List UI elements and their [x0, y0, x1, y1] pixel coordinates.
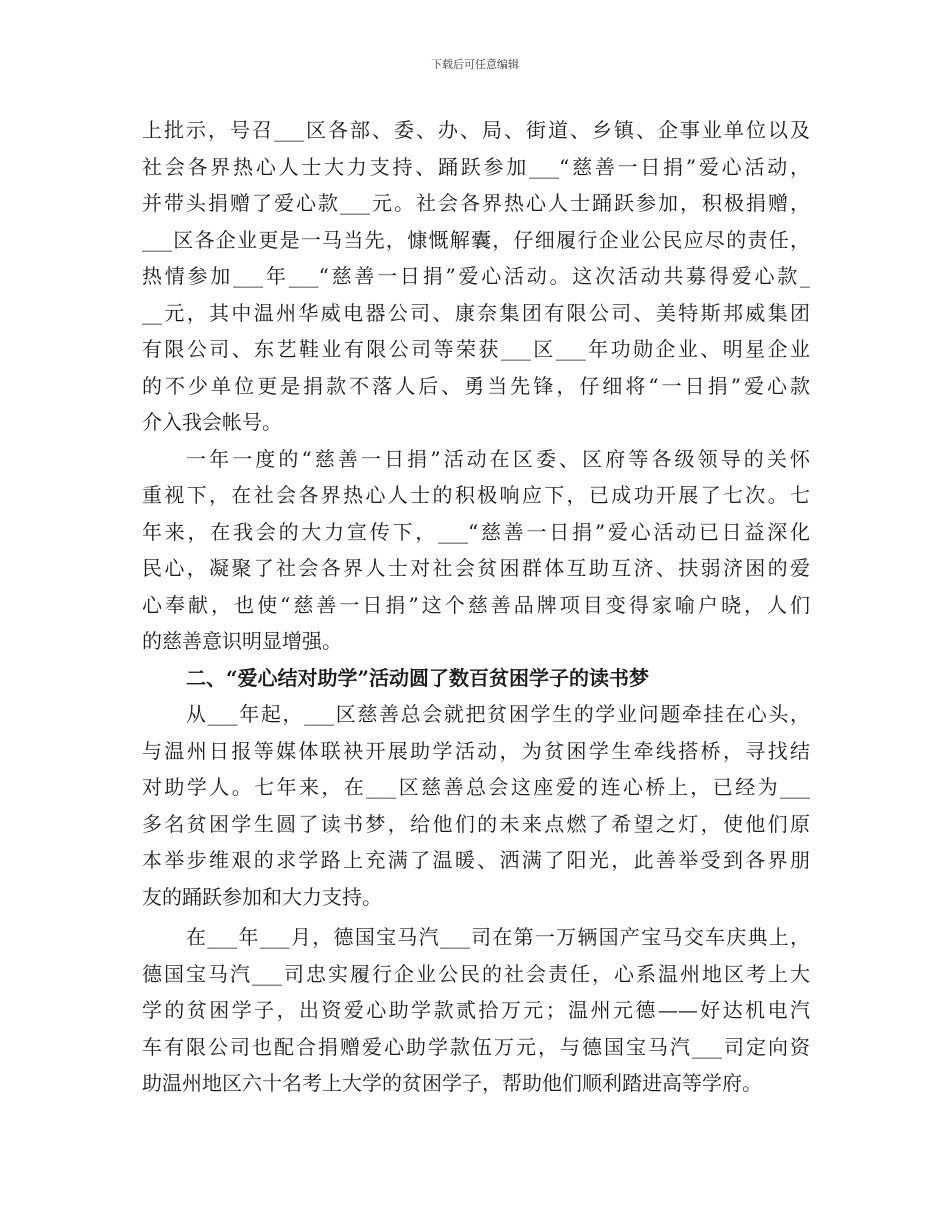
page-header: 下载后可任意编辑	[431, 58, 519, 71]
text-line: 的不少单位更是捐款不落人后、勇当先锋，仔细将“一日捐”爱心款	[142, 373, 810, 398]
section-heading	[142, 660, 810, 697]
paragraph-annual-event	[142, 441, 810, 660]
text-line: 一年一度的“慈善一日捐”活动在区委、区府等各级领导的关怀	[186, 446, 810, 471]
text-line: 车有限公司也配合捐赠爱心助学款伍万元，与德国宝马汽___司定向资	[142, 1034, 810, 1059]
text-line: 热情参加___年___“慈善一日捐”爱心活动。这次活动共募得爱心款_	[142, 264, 810, 288]
text-line: 重视下，在社会各界热心人士的积极响应下，已成功开展了七次。七	[142, 483, 810, 507]
text-line: 与温州日报等媒体联袂开展助学活动，为贫困学生牵线搭桥，寻找结	[142, 738, 810, 763]
heading-text: 二、“爱心结对助学”活动圆了数百贫困学子的读书梦	[186, 665, 650, 690]
text-line: 学的贫困学子，出资爱心助学款贰拾万元；温州元德——好达机电汽	[142, 998, 810, 1022]
text-line: 心奉献，也使“慈善一日捐”这个慈善品牌项目变得家喻户晓，人们	[142, 592, 810, 617]
text-line: 有限公司、东艺鞋业有限公司等荣获___区___年功勋企业、明星企业	[142, 337, 810, 361]
text-line: 的慈善意识明显增强。	[142, 629, 342, 653]
text-line: 介入我会帐号。	[142, 410, 282, 434]
text-line: 民心，凝聚了社会各界人士对社会贫困群体互助互济、扶弱济困的爱	[142, 556, 810, 580]
text-line: 友的踊跃参加和大力支持。	[142, 884, 382, 909]
text-line: 本举步维艰的求学路上充满了温暖、洒满了阳光，此善举受到各界朋	[142, 848, 810, 872]
paragraph-donation-campaign	[142, 112, 810, 441]
text-line: 德国宝马汽___司忠实履行企业公民的社会责任，心系温州地区考上大	[142, 961, 810, 986]
text-line: 助温州地区六十名考上大学的贫困学子，帮助他们顺利踏进高等学府。	[142, 1071, 762, 1095]
text-line: 对助学人。七年来，在___区慈善总会这座爱的连心桥上，已经为___	[142, 775, 810, 799]
text-line: 年来，在我会的大力宣传下，___“慈善一日捐”爱心活动已日益深化	[142, 519, 810, 544]
paragraph-bmw-donation	[142, 919, 810, 1102]
text-line: __元，其中温州华威电器公司、康奈集团有限公司、美特斯邦威集团	[142, 300, 810, 325]
paragraph-student-aid	[142, 696, 810, 915]
text-line: ___区各企业更是一马当先，慷慨解囊，仔细履行企业公民应尽的责任，	[142, 227, 810, 252]
text-line: 社会各界热心人士大力支持、踊跃参加___“慈善一日捐”爱心活动，	[142, 154, 810, 179]
text-line: 从___年起，___区慈善总会就把贫困学生的学业问题牵挂在心头，	[186, 702, 810, 726]
text-line: 在___年___月，德国宝马汽___司在第一万辆国产宝马交车庆典上，	[186, 925, 810, 949]
document-body	[142, 112, 810, 1102]
text-line: 并带头捐赠了爱心款___元。社会各界热心人士踊跃参加，积极捐赠，	[142, 191, 810, 215]
text-line: 上批示，号召___区各部、委、办、局、街道、乡镇、企事业单位以及	[142, 118, 810, 142]
text-line: 多名贫困学生圆了读书梦，给他们的未来点燃了希望之灯，使他们原	[142, 811, 810, 836]
